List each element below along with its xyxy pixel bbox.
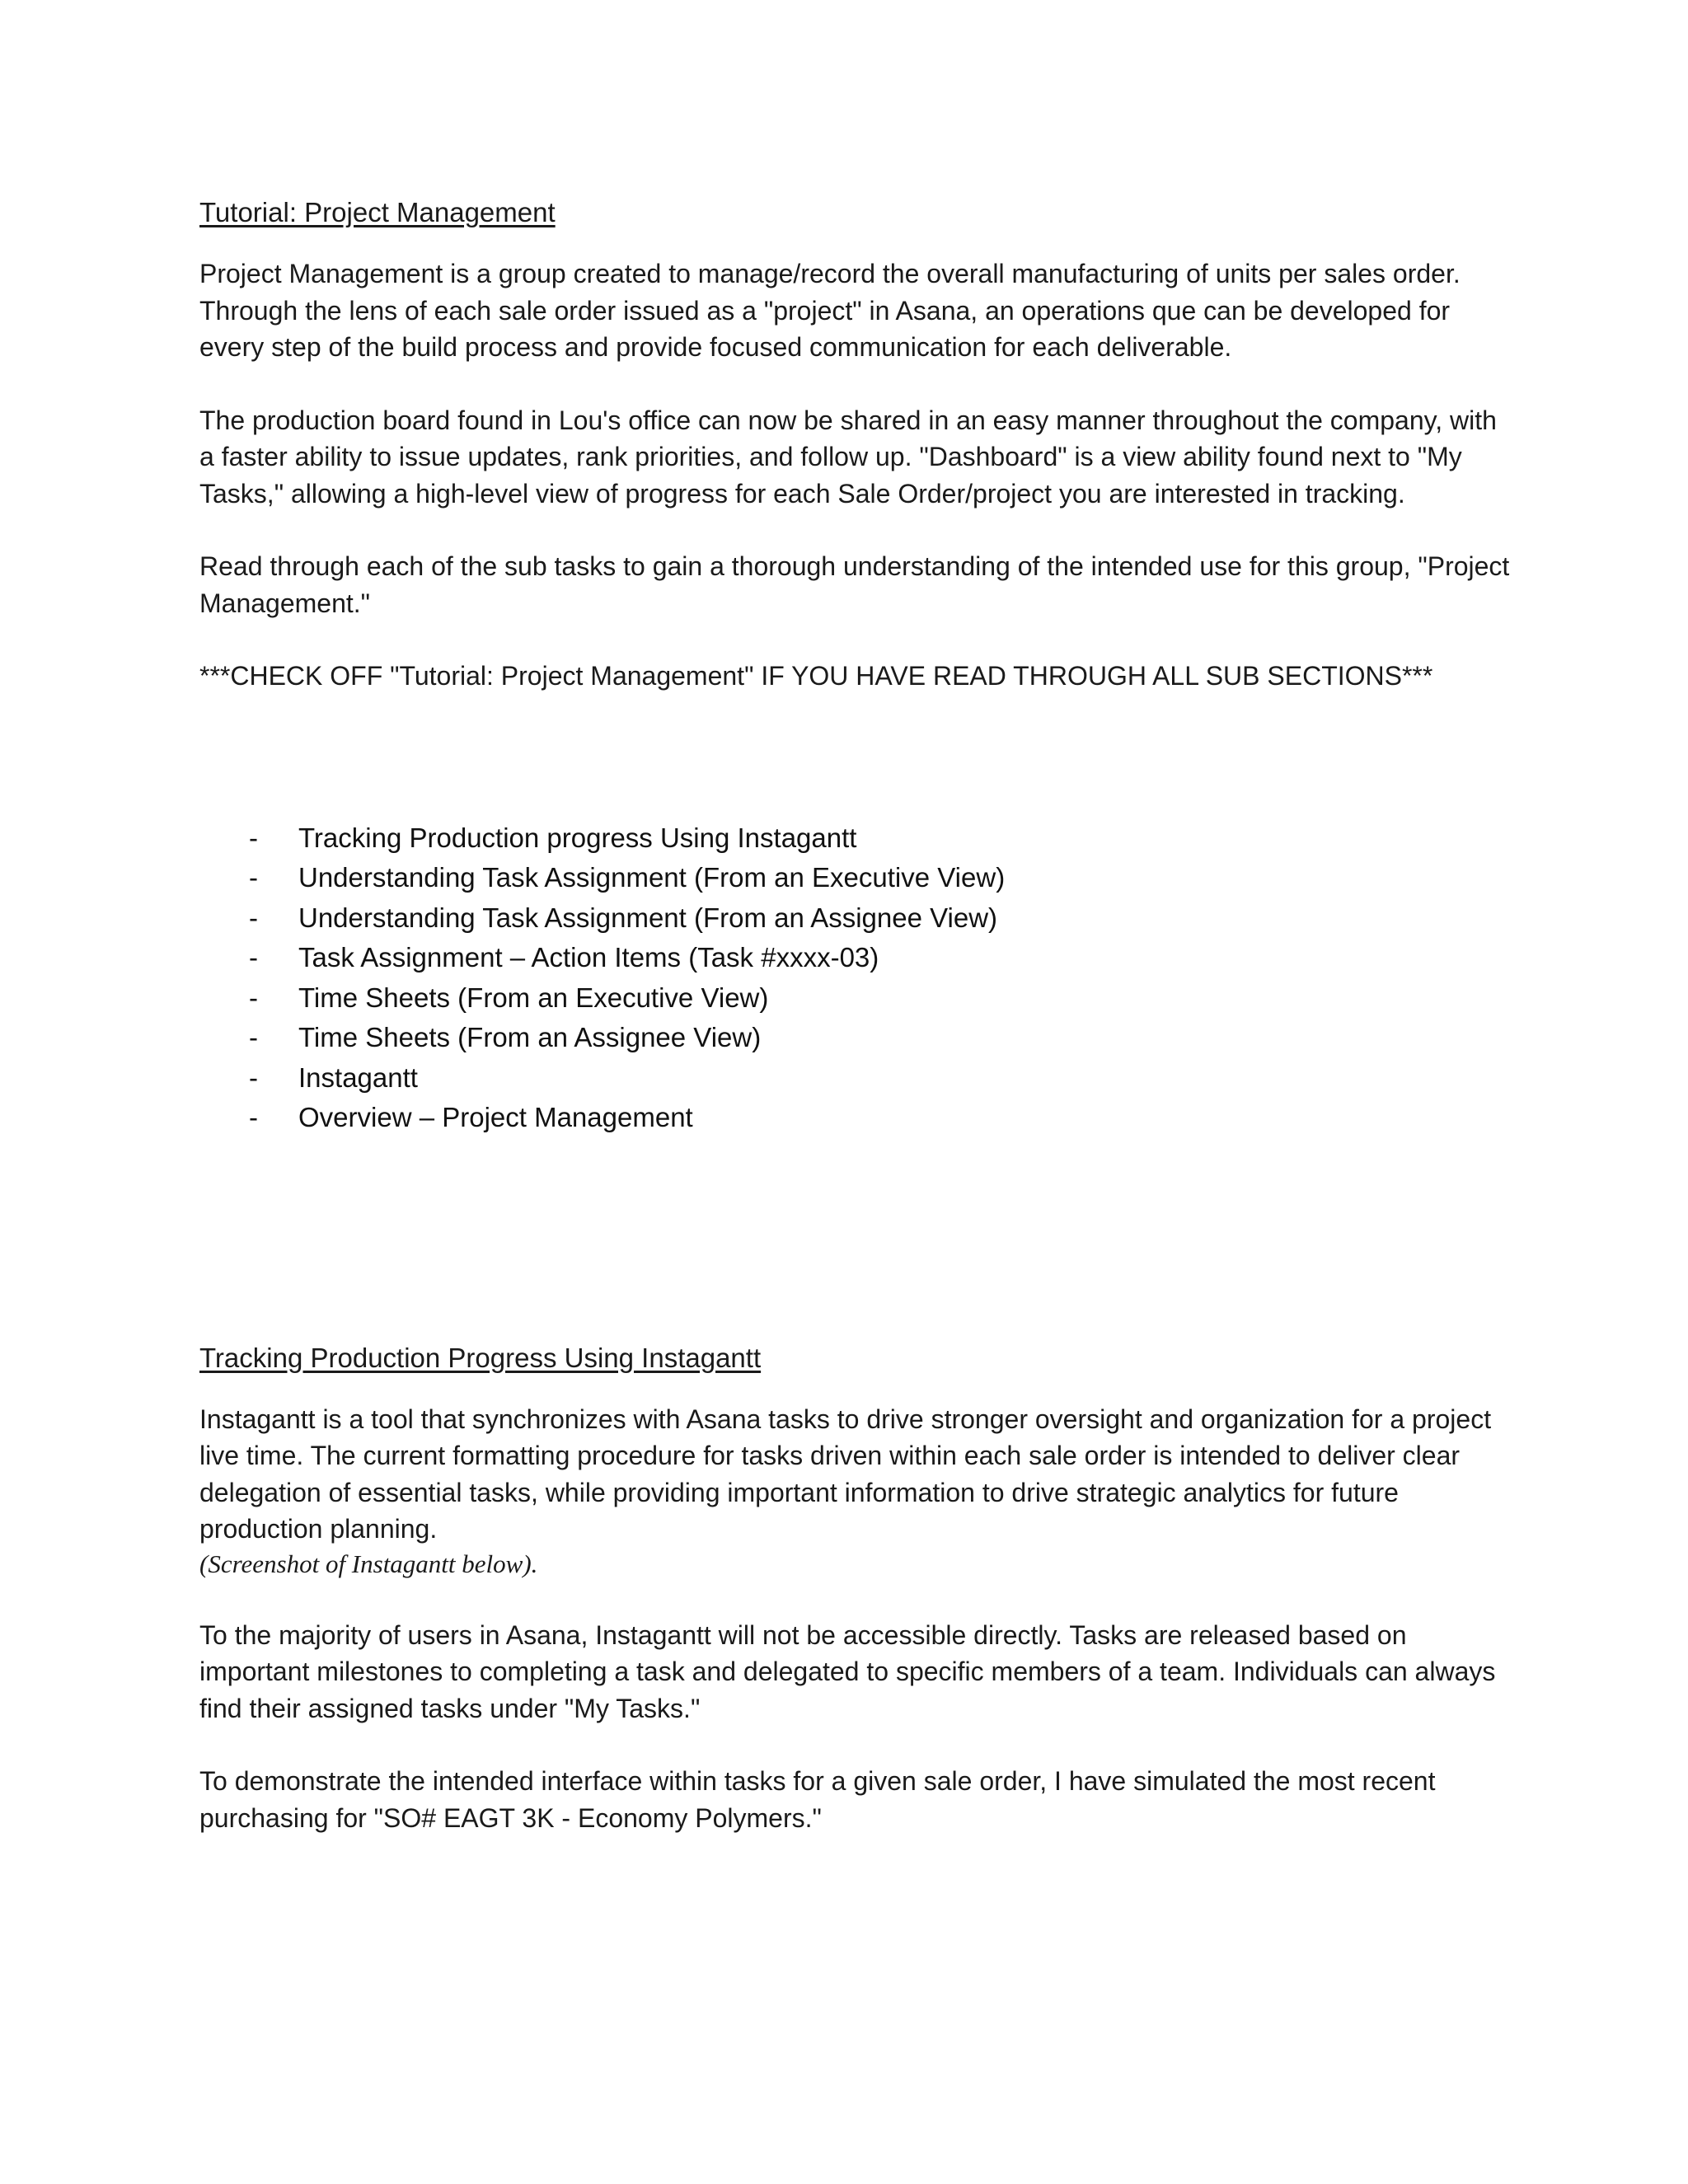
bullet-marker: - — [249, 862, 258, 893]
list-item — [199, 1098, 1518, 1138]
list-item-label: Understanding Task Assignment (From an Assignee View) — [298, 902, 998, 933]
bullet-marker: - — [249, 1102, 258, 1132]
bullet-marker: - — [249, 1022, 258, 1052]
list-item — [199, 898, 1518, 939]
instagantt-heading: Tracking Production Progress Using Instagantt — [199, 1342, 762, 1373]
production-board-paragraph: The production board found in Lou's office can now be shared in an easy manner throughout the company, with a faster ability to issue updates, rank priorities, and follow up. "Dashboard" is a view ability found next to "My Tasks," allowing a high-level view of progress for each Sale Order/project you are interested in tracking. — [199, 405, 1497, 509]
read-through-paragraph: Read through each of the sub tasks to gain a thorough understanding of the intended use for this group, "Project Management." — [199, 551, 1510, 618]
tutorial-heading: Tutorial: Project Management — [199, 197, 556, 227]
list-item-label: Task Assignment – Action Items (Task #xxxx-03) — [298, 942, 879, 972]
list-item — [199, 1018, 1518, 1058]
list-item-label: Overview – Project Management — [298, 1102, 693, 1132]
list-item — [199, 978, 1518, 1019]
check-off-instruction: ***CHECK OFF "Tutorial: Project Management" IF YOU HAVE READ THROUGH ALL SUB SECTIONS*** — [199, 661, 1433, 691]
list-item-label: Time Sheets (From an Assignee View) — [298, 1022, 762, 1052]
list-item-label: Time Sheets (From an Executive View) — [298, 982, 769, 1013]
demonstration-paragraph: To demonstrate the intended interface within tasks for a given sale order, I have simulated the most recent purchasing for "SO# EAGT 3K - Economy Polymers." — [199, 1766, 1436, 1833]
bullet-marker: - — [249, 982, 258, 1013]
bullet-marker: - — [249, 942, 258, 972]
list-item — [199, 938, 1518, 978]
bullet-marker: - — [249, 822, 258, 853]
list-item-label: Understanding Task Assignment (From an Executive View) — [298, 862, 1006, 893]
instagantt-paragraph: Instagantt is a tool that synchronizes with Asana tasks to drive stronger oversight and organization for a project live time. The current formatting procedure for tasks driven within each sale order is intended to deliver clear delegation of essential tasks, while providing important information to drive strategic analytics for future production planning. — [199, 1404, 1492, 1544]
subsection-list — [199, 818, 1518, 1138]
intro-paragraph: Project Management is a group created to manage/record the overall manufacturing of units per sales order. Through the lens of each sale order issued as a "project" in Asana, an operations que can be developed for every step of the build process and provide focused communication for each deliverable. — [199, 259, 1461, 362]
list-item-label: Instagantt — [298, 1062, 418, 1093]
list-item — [199, 858, 1518, 898]
bullet-marker: - — [249, 902, 258, 933]
list-item — [199, 1058, 1518, 1099]
document-page — [199, 194, 1518, 1836]
bullet-marker: - — [249, 1062, 258, 1093]
access-paragraph: To the majority of users in Asana, Instagantt will not be accessible directly. Tasks are released based on important milestones to completing a task and delegated to specific members of a team. Individuals can always find their assigned tasks under "My Tasks." — [199, 1619, 1496, 1723]
screenshot-caption: (Screenshot of Instagantt below). — [199, 1549, 538, 1578]
list-item — [199, 818, 1518, 859]
list-item-label: Tracking Production progress Using Instagantt — [298, 822, 857, 853]
